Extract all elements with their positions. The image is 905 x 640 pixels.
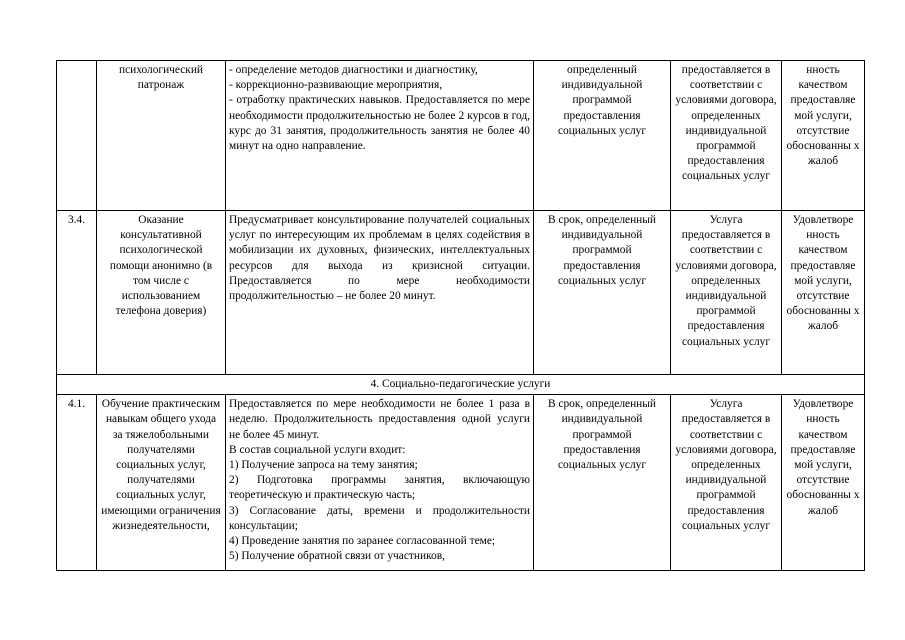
description-line: 1) Получение запроса на тему занятия; [229,459,418,472]
row-number: 4.1. [57,395,97,571]
description-line: 3) Согласование даты, времени и продолжительности консультации; [229,504,530,532]
service-description [226,211,534,375]
services-table [56,60,865,571]
quality-criteria: Удовлетворе нность качеством предоставляе мой услуги, отсутствие обоснованны х жалоб [782,395,865,571]
service-term: В срок, определенный индивидуальной программой предоставления социальных услуг [534,211,671,375]
description-line: В состав социальной услуги входит: [229,443,406,456]
description-line: - коррекционно-развивающие мероприятия, [229,79,443,92]
service-condition: предоставляется в соответствии с условиями договора, определенных индивидуальной программой предоставления социальных услуг [671,61,782,211]
service-name: Обучение практическим навыкам общего ухода за тяжелобольными получателями социальных услуг, получателями социальных услуг, имеющими ограничения жизнедеятельности, [97,395,226,571]
quality-criteria: нность качеством предоставляе мой услуги, отсутствие обоснованны х жалоб [782,61,865,211]
quality-criteria: Удовлетворе нность качеством предоставляе мой услуги, отсутствие обоснованны х жалоб [782,211,865,375]
service-name: психологический патронаж [97,61,226,211]
description-line: - отработку практических навыков. Предоставляется по мере необходимости продолжительностью не более 2 курсов в год, курс до 31 занятия, продолжительность занятия не более 40 минут на одно направление. [229,94,530,153]
table-row [57,395,865,571]
description-line: - определение методов диагностики и диагностику, [229,64,478,76]
row-number [57,61,97,211]
service-description [226,61,534,211]
description-line: Предоставляется по мере необходимости не более 1 раза в неделю. Продолжительность предоставления одной услуги не более 45 минут. [229,398,530,441]
description-line: 5) Получение обратной связи от участников, [229,550,445,563]
description-line: 2) Подготовка программы занятия, включающую теоретическую и практическую часть; [229,474,530,502]
description-line: 4) Проведение занятия по заранее согласованной теме; [229,535,496,548]
row-number: 3.4. [57,211,97,375]
service-name: Оказание консультативной психологической помощи анонимно (в том числе с использованием телефона доверия) [97,211,226,375]
table-row [57,61,865,211]
service-condition: Услуга предоставляется в соответствии с условиями договора, определенных индивидуальной программой предоставления социальных услуг [671,395,782,571]
service-term: определенный индивидуальной программой предоставления социальных услуг [534,61,671,211]
table-row [57,211,865,375]
service-term: В срок, определенный индивидуальной программой предоставления социальных услуг [534,395,671,571]
section-title: 4. Социально-педагогические услуги [57,375,865,395]
service-condition: Услуга предоставляется в соответствии с условиями договора, определенных индивидуальной программой предоставления социальных услуг [671,211,782,375]
section-header-row [57,375,865,395]
description-line: Предусматривает консультирование получателей социальных услуг по интересующим их проблемам в целях содействия в мобилизации их духовных, физических, интеллектуальных ресурсов для выхода из кризисной ситуации. Предоставляется по мере необходимости продолжительностью – не более 20 минут. [229,214,530,303]
service-description [226,395,534,571]
